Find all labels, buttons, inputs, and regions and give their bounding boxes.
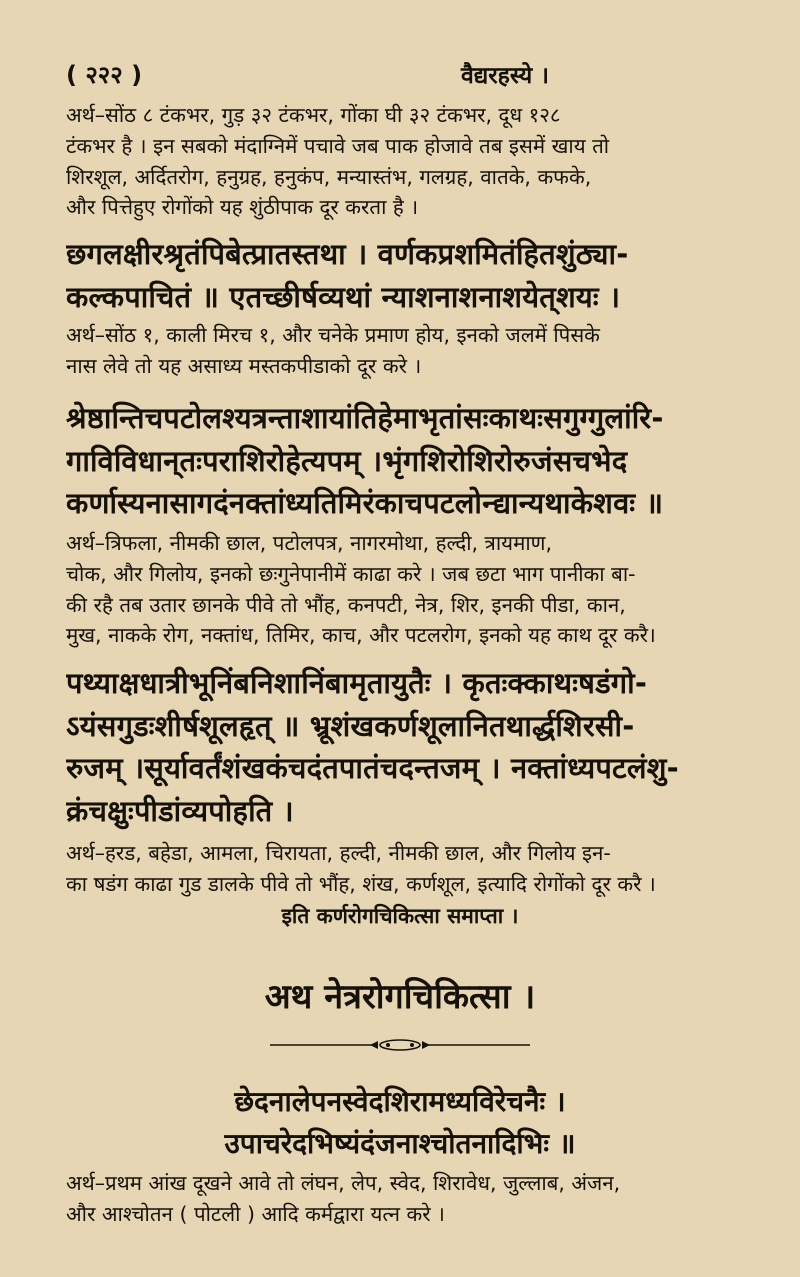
running-title: वैद्यरहस्ये । <box>461 63 549 89</box>
text-line: शिरशूल, अर्दितरोग, हनुग्रह, हनुकंप, मन्यास्तंभ, गलग्रह, वातके, कफके, <box>66 164 592 189</box>
sanskrit-verse-2 <box>66 397 766 525</box>
page-number: ( २२२ ) <box>66 61 143 89</box>
verse-line: छेदनालेपनस्वेदशिरामध्यविरेचनैः । <box>234 1085 566 1118</box>
sanskrit-verse-3 <box>66 662 766 832</box>
text-line: और पित्तेहुए रोगोंको यह शुंठीपाक दूर करता है । <box>66 195 419 220</box>
verse-line: श्रेष्ठान्तिचपटोलश्यत्रन्ताशायांतिहेमाभृतांसःकाथःसगुग्गुलांरि- <box>66 401 664 435</box>
text-line: अर्थ–सोंठ ८ टंकभर, गुड़ ३२ टंकभर, गोंका घी ३२ टंकभर, दूध १२८ <box>66 103 561 127</box>
verse-line: उपाचरेदभिष्यंदंजनाश्चोतनादिभिः ॥ <box>224 1127 576 1160</box>
verse-line: क्रंचक्षुःपीडांव्यपोहति । <box>66 793 294 828</box>
sanskrit-verse-1 <box>66 233 766 318</box>
text-line: अर्थ–सोंठ १, काली मिरच १, और चनेके प्रमाण होय, इनको जलमें पिसके <box>66 323 600 347</box>
text-line: अर्थ–हरड, बहेडा, आमला, चिरायता, हल्दी, नीमकी छाल, और गिलोय इन- <box>66 841 611 865</box>
ornamental-divider-icon <box>0 1038 800 1058</box>
text-line: अर्थ–प्रथम आंख दूखने आवे तो लंघन, लेप, स्वेद, शिरावेध, जुल्लाब, अंजन, <box>66 1171 621 1195</box>
page-header <box>66 58 760 92</box>
paragraph-eye-treatment <box>66 1168 766 1230</box>
text-line: अर्थ–त्रिफला, नीमकी छाल, पटोलपत्र, नागरमोथा, हल्दी, त्रायमाण, <box>66 531 552 555</box>
divider-graphic <box>270 1038 530 1052</box>
text-line: मुख, नाकके रोग, नक्तांध, तिमिर, काच, और पटलरोग, इनको यह काथ दूर करै। <box>66 623 656 648</box>
text-line: का षडंग काढा गुड डालके पीवे तो भौंह, शंख, कर्णशूल, इत्यादि रोगोंको दूर करै । <box>66 871 656 896</box>
chapter-heading: अथ नेत्ररोगचिकित्सा । <box>264 977 536 1017</box>
paragraph-triphala-kvath <box>66 528 766 651</box>
verse-line: कर्णास्यनासागदंनक्तांध्यतिमिरंकाचपटलोन्द्यान्यथाकेशवः ॥ <box>66 486 664 520</box>
paragraph-nasya <box>66 320 766 382</box>
verse-line: ऽयंसगुडःशीर्षशूलहृत्‌ ॥ भ्रूशंखकर्णशूलानितथार्द्धशिरसी- <box>66 708 635 743</box>
verse-line: छगलक्षीरश्रृतंपिबेत्प्रातस्तथा । वर्णकप्रशमितंहितशुंठ्या- <box>66 237 629 271</box>
verse-line: पथ्याक्षधात्रीभूनिंबनिशानिंबामृतायुतैः । कृतःक्काथःषडंगो- <box>66 666 648 700</box>
verse-line: कल्कपाचितं ॥ एतच्छीर्षव्यथां न्याशनाशनाशयेत्‌शयः । <box>66 279 621 314</box>
paragraph-shadanga-kvath <box>66 838 766 900</box>
text-line: की रहै तब उतार छानके पीवे तो भौंह, कनपटी, नेत्र, शिर, इनकी पीडा, कान, <box>66 592 626 617</box>
text-line: नास लेवे तो यह असाध्य मस्तकपीडाको दूर करे । <box>66 353 422 378</box>
text-line: चोक, और गिलोय, इनको छःगुनेपानीमें काढा करे । जब छटा भाग पानीका बा- <box>66 561 636 586</box>
text-line: और आश्चोतन ( पोटली ) आदि कर्मद्वारा यत्न करे । <box>66 1201 445 1226</box>
sanskrit-verse-5 <box>0 1081 800 1165</box>
verse-line: गाविविधान्‌तःपराशिरोहेत्यपम्‌ ।भृंगशिरोशिरोरुजंसचभेद <box>66 443 628 478</box>
paragraph-sonth-paak <box>66 100 766 223</box>
verse-line: रुजम्‌ ।सूर्यावर्तंशंखकंचदंतपातंचदन्तजम्‌ । नक्तांध्यपटलंशु- <box>66 751 679 785</box>
text-line: टंकभर है । इन सबको मंदाग्निमें पचावे जब पाक होजावे तब इसमें खाय तो <box>66 133 610 158</box>
section-colophon: इति कर्णरोगचिकित्सा समाप्ता । <box>281 904 519 928</box>
